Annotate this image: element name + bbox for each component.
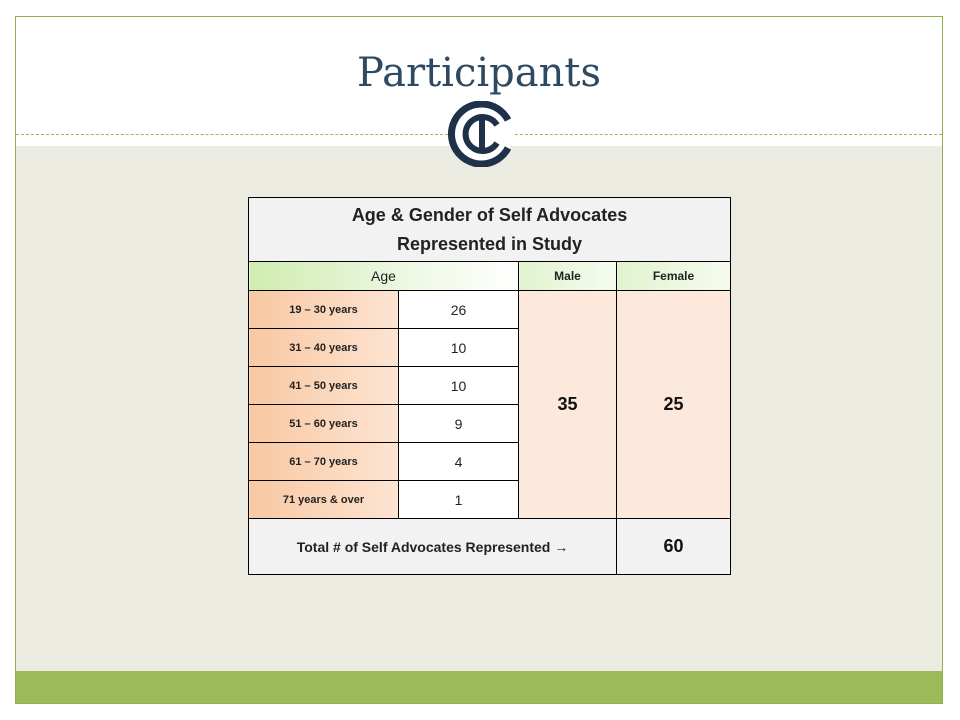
table-title-line2: Represented in Study (396, 233, 583, 254)
age-range-cell: 19 – 30 years (249, 291, 399, 329)
column-header-male: Male (519, 262, 617, 291)
total-value-cell: 60 (617, 519, 731, 575)
total-label: Total # of Self Advocates Represented (296, 538, 551, 555)
slide (15, 16, 943, 704)
table-title-line1: Age & Gender of Self Advocates (351, 204, 628, 225)
age-count-cell: 26 (399, 291, 519, 329)
column-header-female: Female (617, 262, 731, 291)
footer-bar (16, 671, 942, 704)
male-total-cell: 35 (519, 291, 617, 519)
age-gender-table (248, 197, 731, 575)
circle-c-logo-icon (448, 101, 514, 167)
age-range-cell: 51 – 60 years (249, 405, 399, 443)
column-header-age: Age (249, 262, 519, 291)
age-count-cell: 10 (399, 367, 519, 405)
age-range-cell: 71 years & over (249, 481, 399, 519)
total-row (249, 519, 731, 575)
female-total-cell: 25 (617, 291, 731, 519)
age-range-cell: 41 – 50 years (249, 367, 399, 405)
right-arrow-icon: → (554, 538, 569, 555)
age-range-cell: 31 – 40 years (249, 329, 399, 367)
total-label-cell (249, 519, 617, 575)
age-count-cell: 4 (399, 443, 519, 481)
age-count-cell: 9 (399, 405, 519, 443)
age-count-cell: 1 (399, 481, 519, 519)
page-title: Participants (357, 50, 601, 96)
age-range-cell: 61 – 70 years (249, 443, 399, 481)
table-row (249, 291, 731, 329)
table-title (249, 198, 731, 262)
age-count-cell: 10 (399, 329, 519, 367)
